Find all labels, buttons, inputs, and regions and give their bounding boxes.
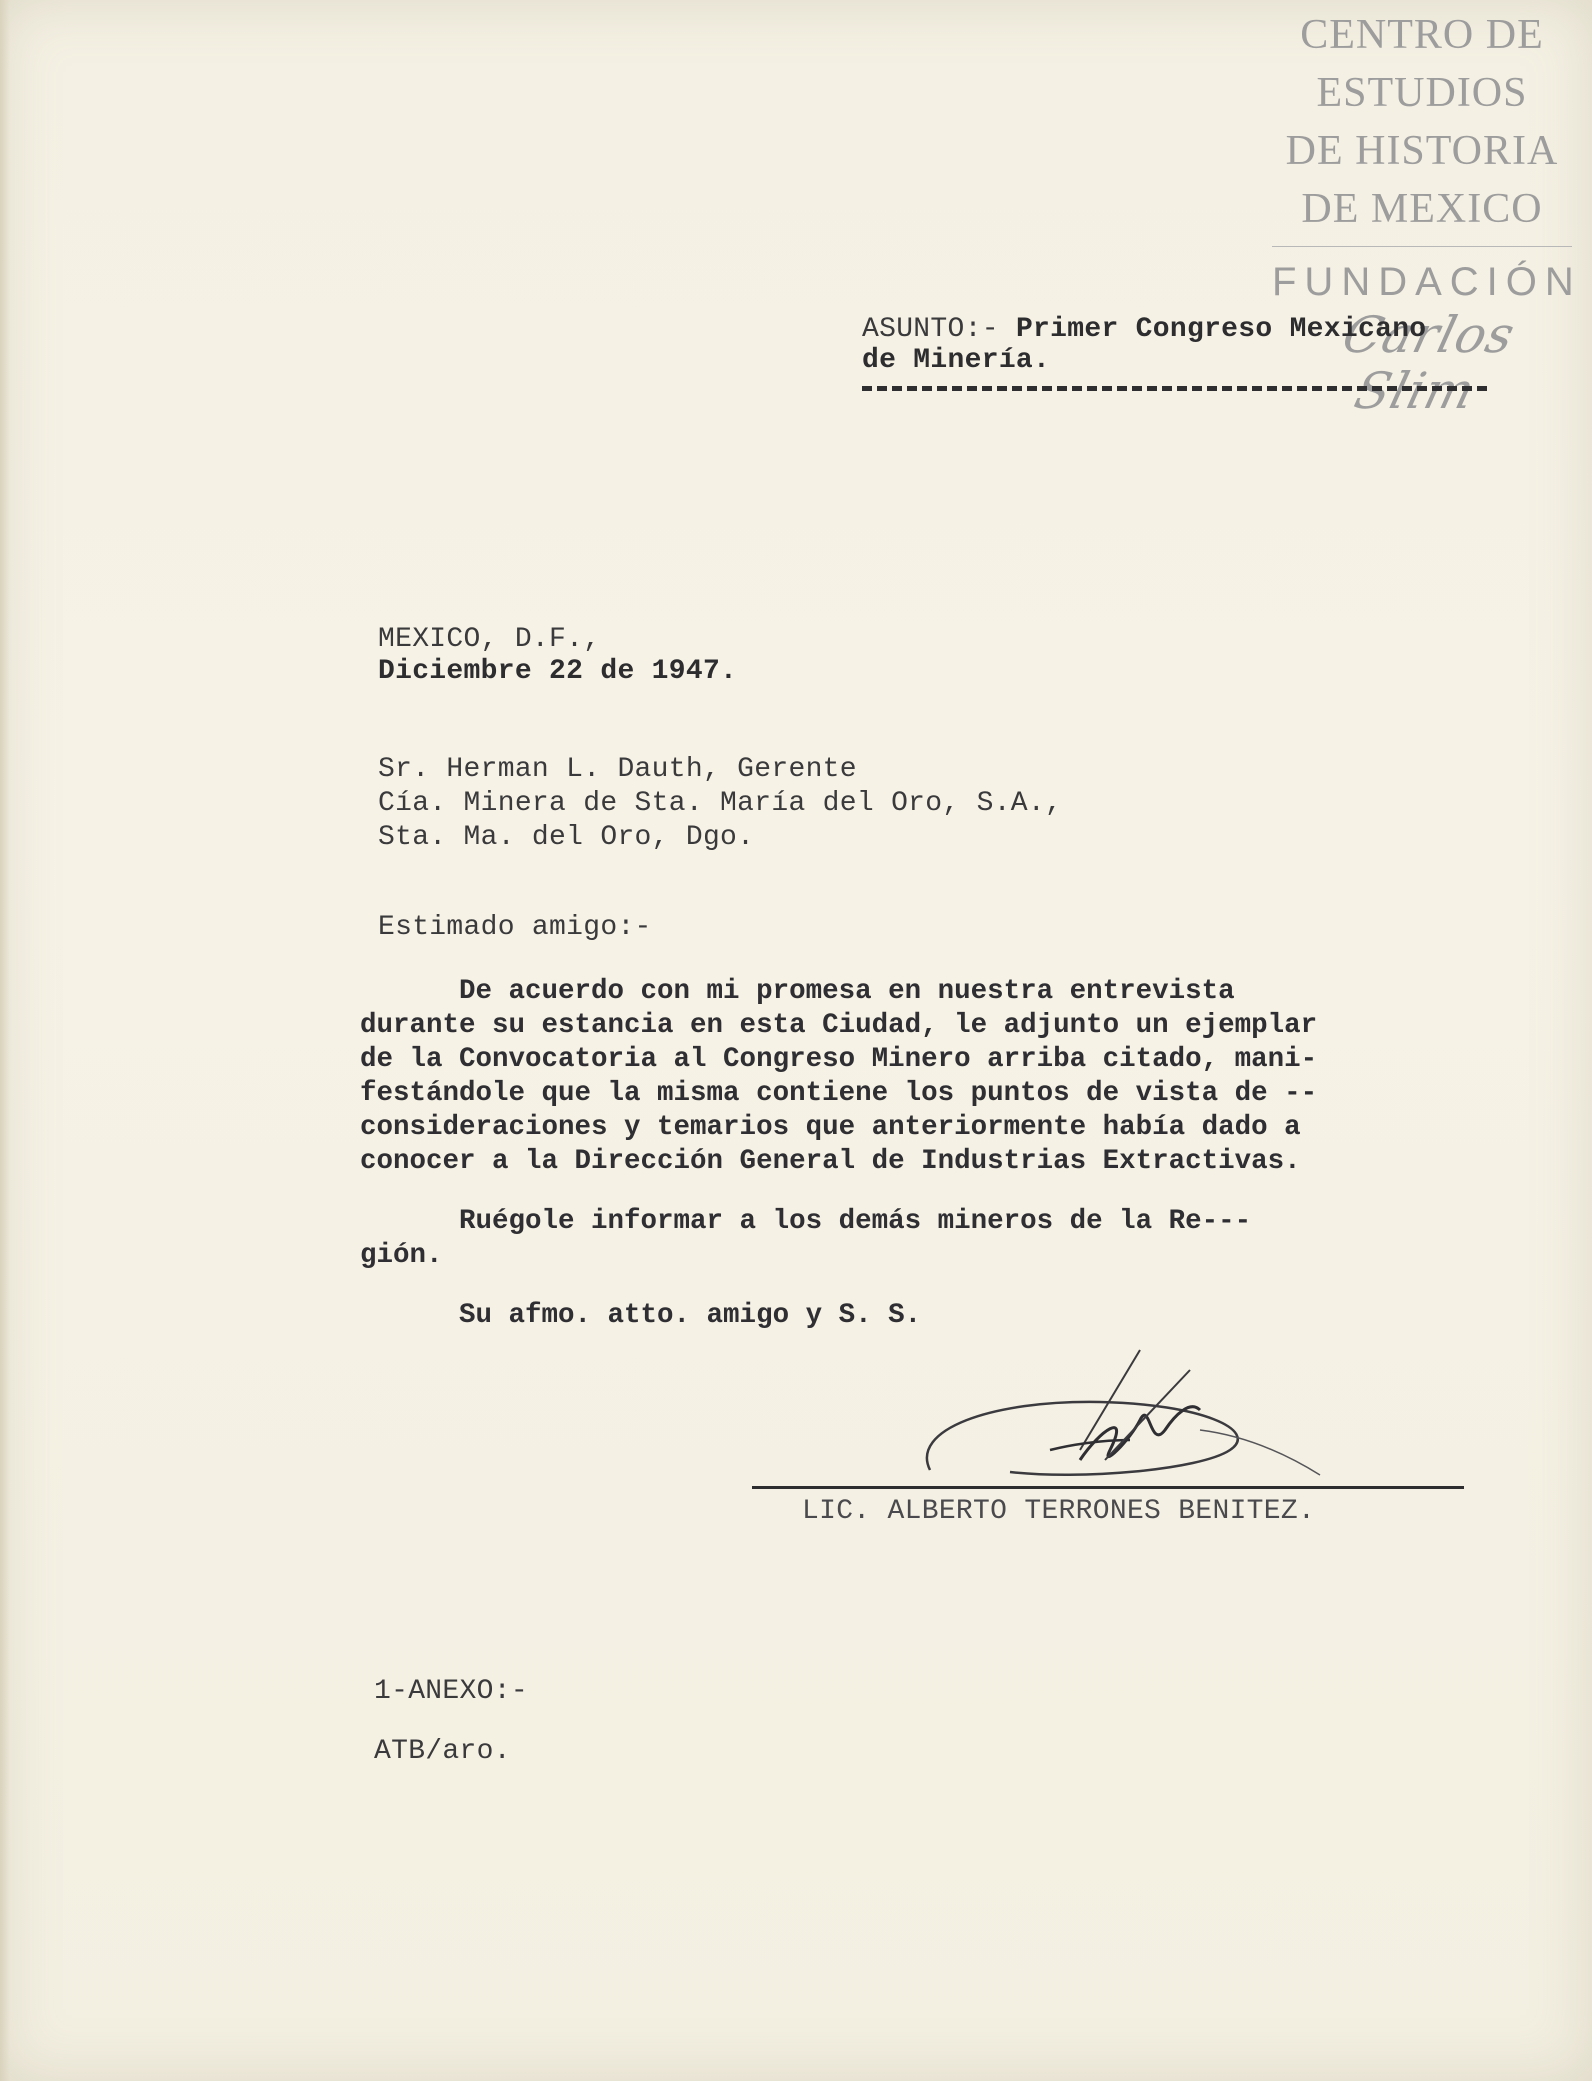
watermark-signature: Carlos Slim xyxy=(1336,306,1522,420)
body-line: festándole que la misma contiene los puntos de vista de -- xyxy=(360,1078,1318,1109)
recipient-line-1: Sr. Herman L. Dauth, Gerente xyxy=(378,754,857,785)
subject-line-1 xyxy=(862,314,1426,345)
subject-line-2: de Minería. xyxy=(862,345,1051,376)
closing-line: Su afmo. atto. amigo y S. S. xyxy=(360,1300,922,1331)
watermark-line: DE MEXICO xyxy=(1301,186,1543,232)
recipient-line-3: Sta. Ma. del Oro, Dgo. xyxy=(378,822,755,853)
recipient-line-2: Cía. Minera de Sta. María del Oro, S.A., xyxy=(378,788,1063,819)
enclosure-note: 1-ANEXO:- xyxy=(374,1676,528,1707)
dateline-city: MEXICO, D.F., xyxy=(378,624,601,655)
body-line: consideraciones y temarios que anteriormente había dado a xyxy=(360,1112,1301,1143)
subject-dashed-rule xyxy=(862,386,1487,391)
body-line: De acuerdo con mi promesa en nuestra entrevista xyxy=(360,976,1235,1007)
body-line: de la Convocatoria al Congreso Minero arriba citado, mani- xyxy=(360,1044,1318,1075)
salutation: Estimado amigo:- xyxy=(378,912,652,943)
subject-label: ASUNTO:- xyxy=(862,314,999,345)
watermark-line: DE HISTORIA xyxy=(1285,128,1559,174)
body-line: Ruégole informar a los demás mineros de la Re--- xyxy=(360,1206,1252,1237)
watermark-foundation: FUNDACIÓN xyxy=(1272,260,1582,304)
watermark-line: CENTRO DE xyxy=(1300,12,1544,58)
signature-rule xyxy=(752,1486,1464,1489)
body-line: gión. xyxy=(360,1240,443,1271)
typist-initials: ATB/aro. xyxy=(374,1736,511,1767)
subject-text: Primer Congreso Mexicano xyxy=(1015,314,1427,345)
paper-edge-shadow xyxy=(0,0,10,2081)
handwritten-signature xyxy=(900,1340,1340,1520)
dateline-date: Diciembre 22 de 1947. xyxy=(378,656,738,687)
watermark-divider xyxy=(1272,246,1572,247)
signer-name: LIC. ALBERTO TERRONES BENITEZ. xyxy=(802,1496,1316,1527)
archive-watermark xyxy=(1272,6,1582,420)
body-line: conocer a la Dirección General de Industrias Extractivas. xyxy=(360,1146,1301,1177)
body-line: durante su estancia en esta Ciudad, le adjunto un ejemplar xyxy=(360,1010,1318,1041)
watermark-line: ESTUDIOS xyxy=(1316,70,1528,116)
